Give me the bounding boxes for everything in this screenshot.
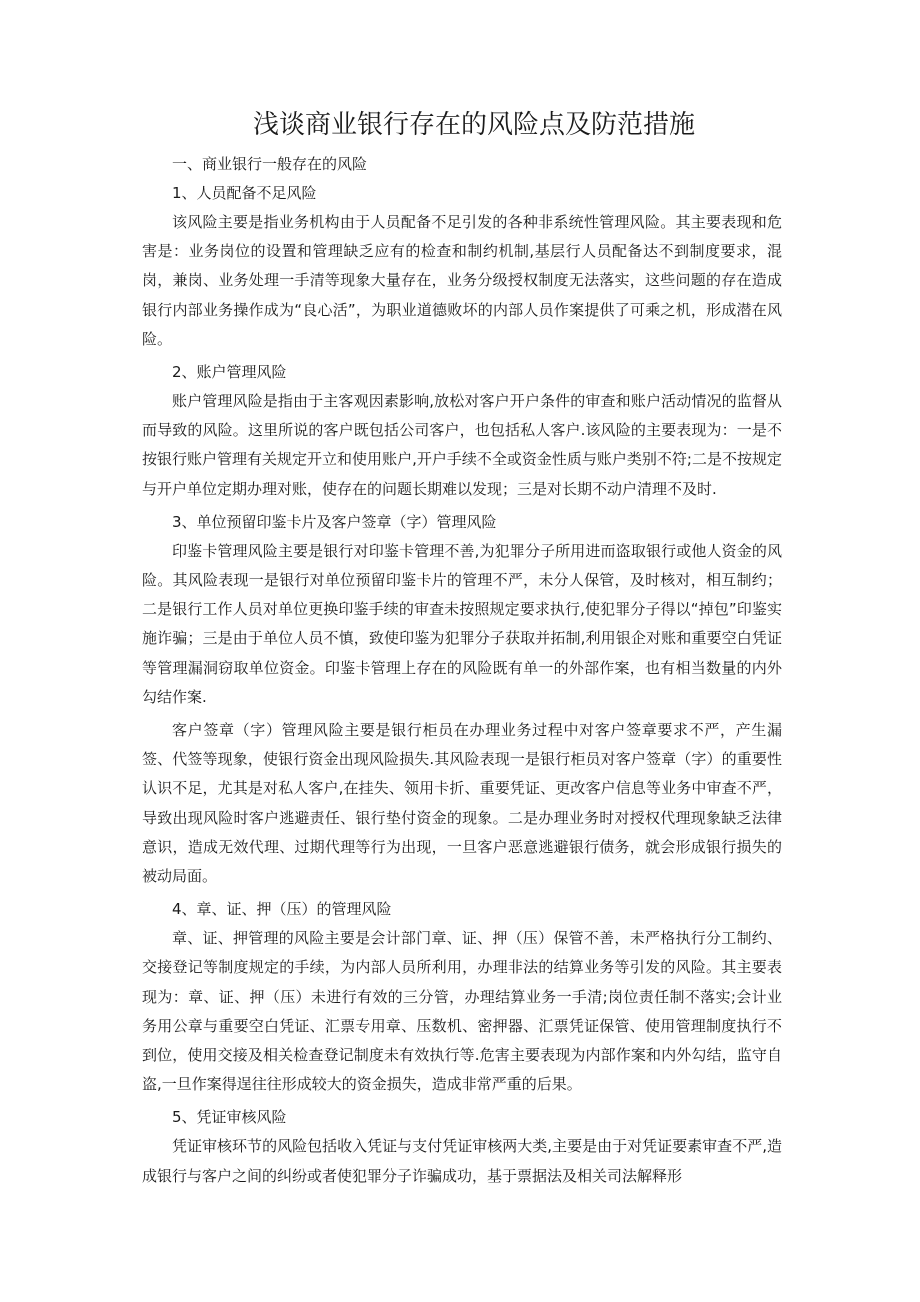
document-page — [142, 100, 782, 1191]
subheading-2: 2、账户管理风险 — [172, 363, 287, 382]
subheading-1: 1、人员配备不足风险 — [172, 184, 317, 202]
paragraph-5: 章、证、押管理的风险主要是会计部门章、证、押（压）保管不善，未严格执行分工制约、交接登记等制度规定的手续，为内部人员所利用，办理非法的结算业务等引发的风险。其主要表现为：章、证、押（压）未进行有效的三分管，办理结算业务一手清;岗位责任制不落实;会计业务用公章与重要空白凭证、汇票专用章、压数机、密押器、汇票凭证保管、使用管理制度执行不到位，使用交接及相关检查登记制度未有效执行等.危害主要表现为内部作案和内外勾结，监守自盗,一旦作案得逞往往形成较大的资金损失，造成非常严重的后果。 — [142, 929, 782, 1094]
paragraph-3: 印鉴卡管理风险主要是银行对印鉴卡管理不善,为犯罪分子所用进而盗取银行或他人资金的风险。其风险表现一是银行对单位预留印鉴卡片的管理不严，未分人保管，及时核对，相互制约；二是银行工作人员对单位更换印鉴手续的审查未按照规定要求执行,使犯罪分子得以“掉包”印鉴实施诈骗；三是由于单位人员不慎，致使印鉴为犯罪分子获取并拓制,利用银企对账和重要空白凭证等管理漏洞窃取单位资金。印鉴卡管理上存在的风险既有单一的外部作案，也有相当数量的内外勾结作案. — [142, 541, 782, 706]
paragraph-4: 客户签章（字）管理风险主要是银行柜员在办理业务过程中对客户签章要求不严，产生漏签、代签等现象，使银行资金出现风险损失.其风险表现一是银行柜员对客户签章（字）的重要性认识不足，尤其是对私人客户,在挂失、领用卡折、重要凭证、更改客户信息等业务中审查不严，导致出现风险时客户逃避责任、银行垫付资金的现象。二是办理业务时对授权代理现象缺乏法律意识，造成无效代理、过期代理等行为出现，一旦客户恶意逃避银行债务，就会形成银行损失的被动局面。 — [142, 721, 782, 886]
subheading-4: 4、章、证、押（压）的管理风险 — [172, 900, 392, 919]
subheading-5: 5、凭证审核风险 — [172, 1108, 287, 1127]
paragraph-2: 账户管理风险是指由于主客观因素影响,放松对客户开户条件的审查和账户活动情况的监督从而导致的风险。这里所说的客户既包括公司客户，也包括私人客户.该风险的主要表现为：一是不按银行账户管理有关规定开立和使用账户,开户手续不全或资金性质与账户类别不符;二是不按规定与开户单位定期办理对账，使存在的问题长期难以发现；三是对长期不动户清理不及时. — [142, 392, 782, 498]
paragraph-6: 凭证审核环节的风险包括收入凭证与支付凭证审核两大类,主要是由于对凭证要素审查不严,造成银行与客户之间的纠纷或者使犯罪分子诈骗成功，基于票据法及相关司法解释形 — [142, 1137, 782, 1185]
section-heading-1: 一、商业银行一般存在的风险 — [172, 155, 368, 173]
paragraph-1: 该风险主要是指业务机构由于人员配备不足引发的各种非系统性管理风险。其主要表现和危害是：业务岗位的设置和管理缺乏应有的检查和制约机制,基层行人员配备达不到制度要求，混岗，兼岗、业务处理一手清等现象大量存在，业务分级授权制度无法落实，这些问题的存在造成银行内部业务操作成为“良心活”，为职业道德败坏的内部人员作案提供了可乘之机，形成潜在风险。 — [142, 213, 782, 348]
document-title: 浅谈商业银行存在的风险点及防范措施 — [252, 110, 695, 140]
subheading-3: 3、单位预留印鉴卡片及客户签章（字）管理风险 — [172, 512, 497, 531]
